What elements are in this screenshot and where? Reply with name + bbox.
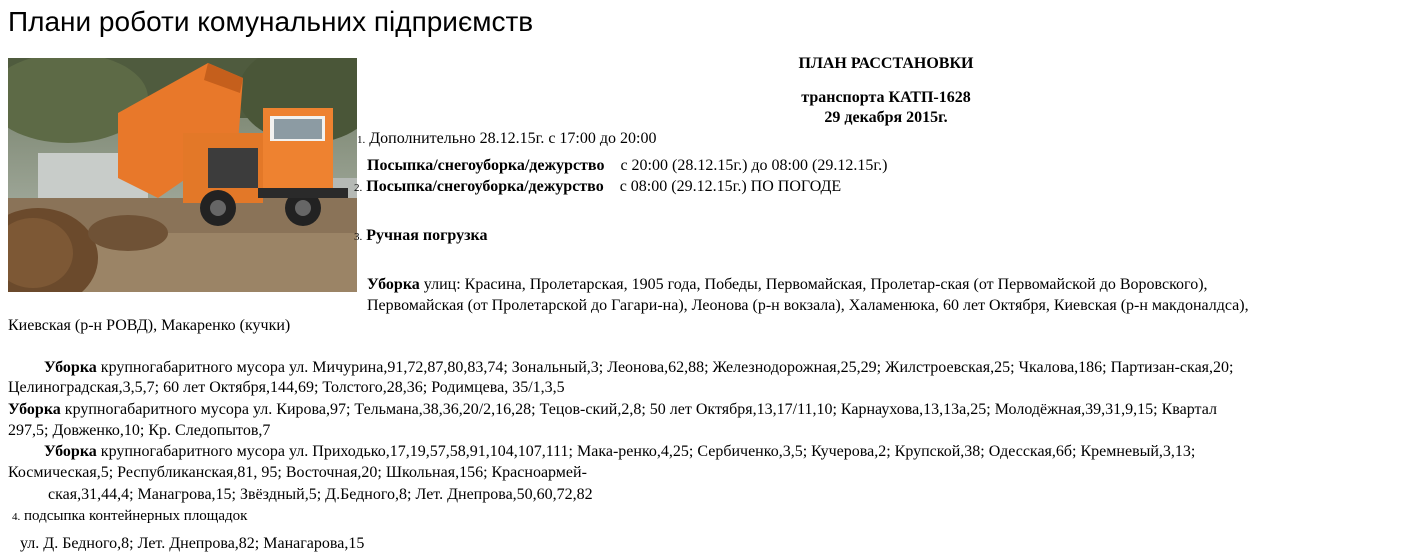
bulky-text: крупногабаритного мусора ул. Кирова,97; Тельмана,38,36,20/2,16,28; Тецов-ский,2,8; 50 лет Октября,13,17/11,10; Карнаухова,13,13а,25; Молодёжная,39,31,9,15; Квартал: [64, 401, 1217, 418]
bulky-label: Уборка: [44, 359, 97, 376]
doc-date: 29 декабря 2015г.: [824, 109, 948, 126]
doc-subtitle: транспорта КАТП-1628: [801, 89, 971, 106]
list-text: подсыпка контейнерных площадок: [24, 508, 248, 524]
list-bold: Посыпка/снегоуборка/дежурство: [366, 178, 604, 195]
duty-line: [367, 156, 887, 176]
list-number: 3.: [354, 231, 363, 243]
streets-label: Уборка: [367, 276, 420, 293]
page-title: Плани роботи комунальних підприємств: [8, 6, 534, 37]
bulky-3-line-2: Космическая,5; Республиканская,81, 95; Восточная,20; Школьная,156; Красноармей-: [8, 464, 587, 481]
bulky-text: крупногабаритного мусора ул. Мичурина,91,72,87,80,83,74; Зональный,3; Леонова,62,88; Железнодорожная,25,29; Жилстроевская,25; Чкалова,186; Партизан-ская,20;: [100, 359, 1234, 376]
bulky-2-line-2: 297,5; Довженко,10; Кр. Следопытов,7: [8, 422, 271, 439]
bulky-2-line-1: [8, 400, 1217, 420]
last-line: ул. Д. Бедного,8; Лет. Днепрова,82; Манагарова,15: [20, 535, 365, 552]
truck-image: [8, 58, 357, 292]
streets-line-2: Первомайская (от Пролетарской до Гагари-на), Леонова (р-н вокзала), Халаменюка, 60 лет Октября, Киевская (р-н макдоналдса),: [367, 297, 1249, 314]
doc-title: ПЛАН РАССТАНОВКИ: [798, 55, 974, 72]
duty-text: с 20:00 (28.12.15г.) до 08:00 (29.12.15г.): [620, 157, 888, 174]
list-item-2: [354, 177, 841, 198]
list-item-3: [354, 226, 488, 247]
streets-line-3: Киевская (р-н РОВД), Макаренко (кучки): [8, 317, 291, 334]
bulky-3-line-3: ская,31,44,4; Манагрова,15; Звёздный,5; Д.Бедного,8; Лет. Днепрова,50,60,72,82: [48, 486, 593, 503]
bulky-text: крупногабаритного мусора ул. Приходько,17,19,57,58,91,104,107,111; Мака-ренко,4,25; Сербиченко,3,5; Кучерова,2; Крупской,38; Одесская,6б; Кремневый,3,13;: [100, 443, 1196, 460]
bulky-label: Уборка: [8, 401, 61, 418]
list-text: с 08:00 (29.12.15г.) ПО ПОГОДЕ: [619, 178, 842, 195]
list-number: 1.: [357, 134, 366, 146]
streets-line-1: [367, 275, 1208, 295]
list-item-4: [12, 506, 247, 527]
bulky-3-line-1: [44, 442, 1195, 462]
list-item-1: [357, 129, 656, 150]
truck-photo: [8, 58, 357, 292]
bulky-1-line-2: Целиноградская,3,5,7; 60 лет Октября,144,69; Толстого,28,36; Родимцева, 35/1,3,5: [8, 379, 565, 396]
bulky-label: Уборка: [44, 443, 97, 460]
list-bold: Ручная погрузка: [366, 227, 488, 244]
list-number: 4.: [12, 511, 21, 523]
bulky-1-line-1: [44, 358, 1233, 378]
list-number: 2.: [354, 182, 363, 194]
list-text: Дополнительно 28.12.15г. с 17:00 до 20:00: [369, 130, 657, 147]
streets-text: улиц: Красина, Пролетарская, 1905 года, Победы, Первомайская, Пролетар-ская (от Первомайской до Воровского),: [423, 276, 1208, 293]
duty-label: Посыпка/снегоуборка/дежурство: [367, 157, 605, 174]
